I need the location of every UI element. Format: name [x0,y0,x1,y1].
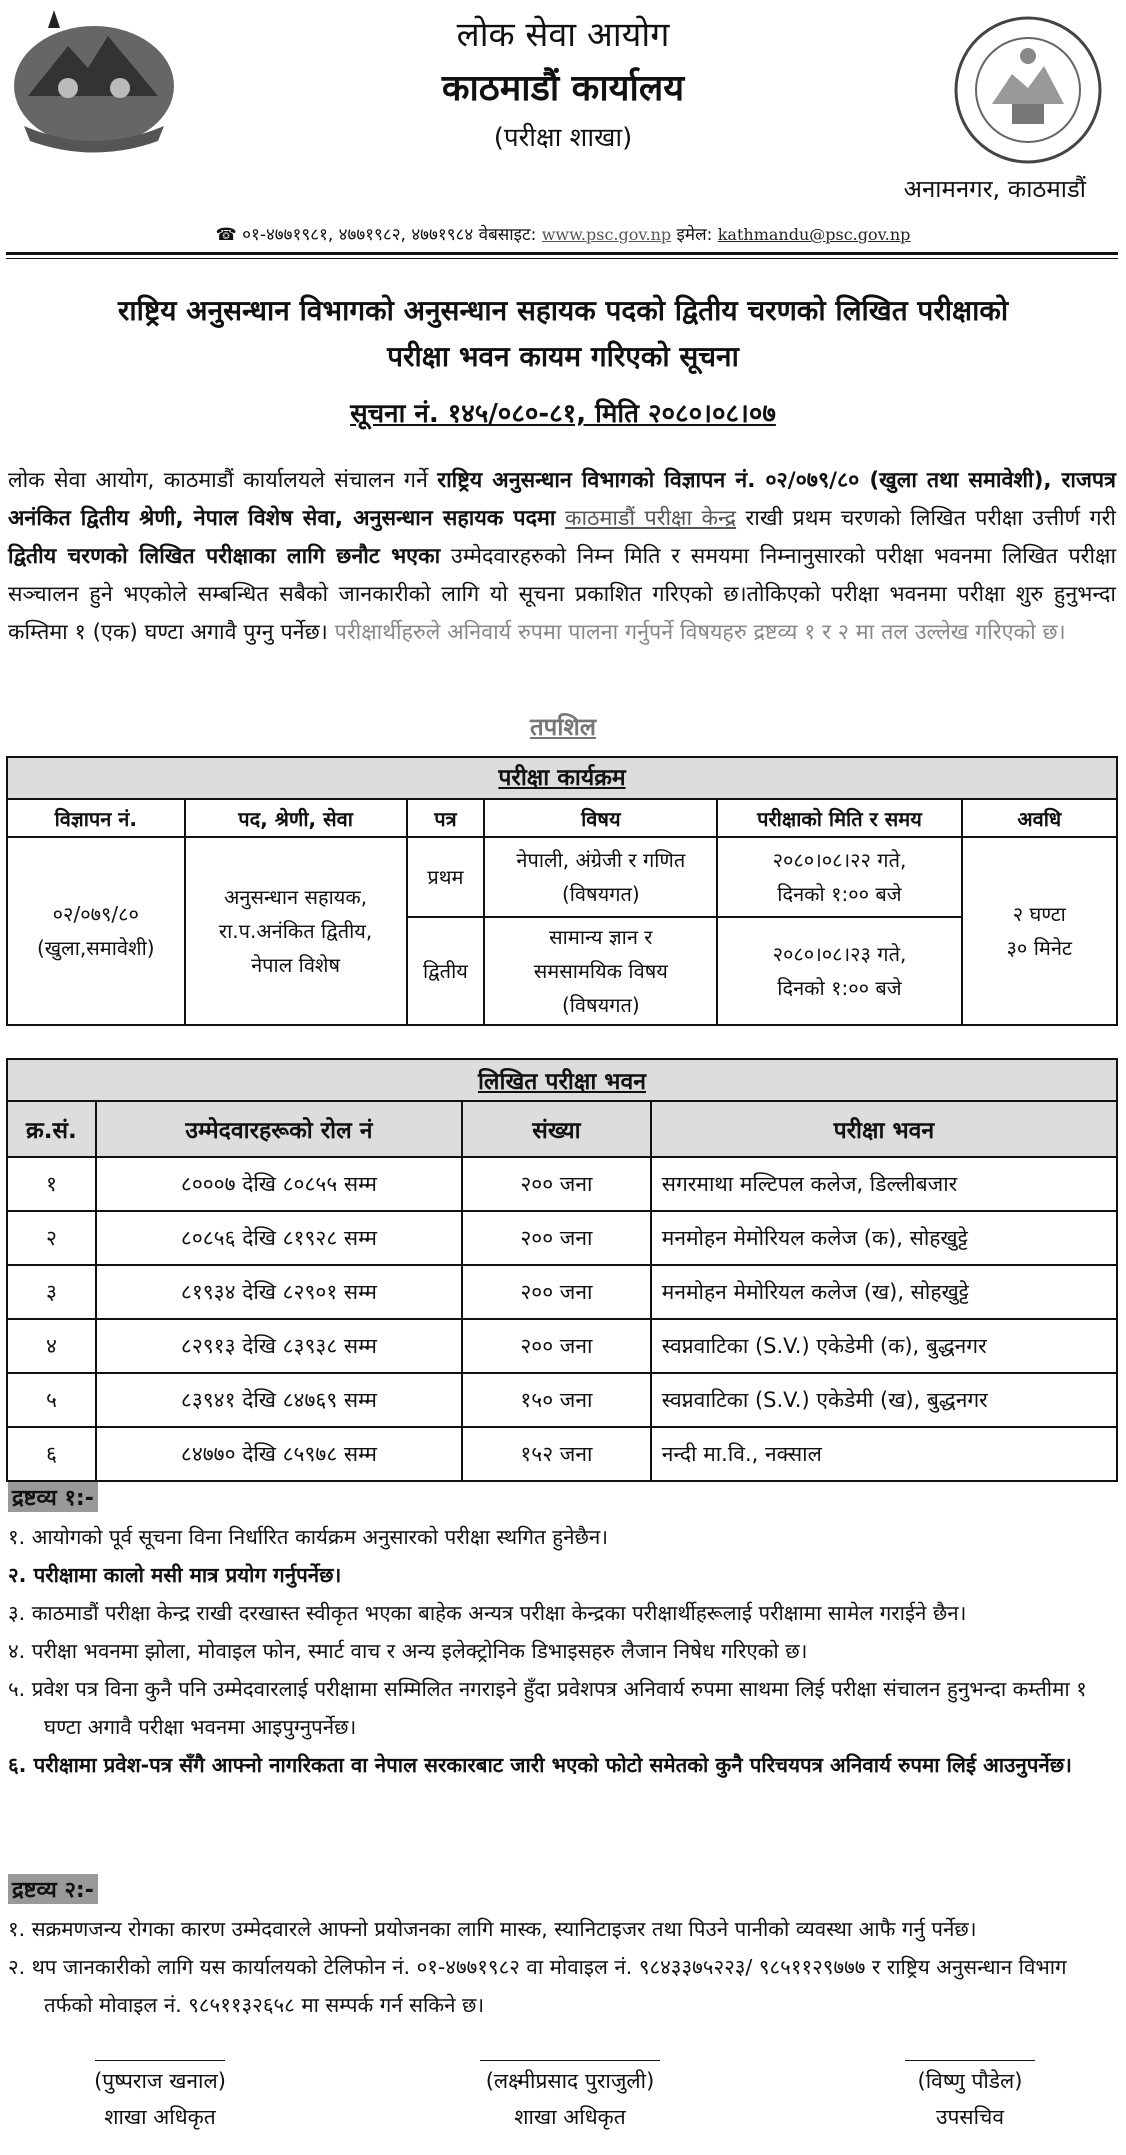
post-line: अनुसन्धान सहायक, [224,885,368,909]
signature-line [480,2060,660,2061]
row-roll: ८१९३४ देखि ८२९०१ सम्म [96,1265,462,1319]
list-item: १. सक्रमणजन्य रोगका कारण उम्मेदवारले आफ्नो प्रयोजनका लागि मास्क, स्यानिटाइजर तथा पिउने पानीको व्यवस्था आफै गर्नु पर्नेछ। [8,1917,977,1941]
signature-line [95,2060,225,2061]
phone-icon: ☎ [215,225,237,245]
post-line: नेपाल विशेष [251,953,341,977]
list-item: २. परीक्षामा कालो मसी मात्र प्रयोग गर्नुपर्नेछ। [8,1563,342,1587]
col-duration: अवधि [962,799,1117,837]
para-text-3: उम्मेदवारहरुको निम्न मिति र समयमा निम्नानुसारको परीक्षा भवनमा लिखित परीक्षा सञ्चालन हुने भएकोले सम्बन्धित सबैको जानकारीको लागि यो सूचना प्रकाशित गरिएको छ।तोकिएको परीक्षा भवनमा परीक्षा शुरु हुनुभन्दा कम्तिमा १ (एक) घण्टा अगावै पुग्नु पर्नेछ। [8,544,1117,645]
row-hall: मनमोहन मेमोरियल कलेज (क), सोहखुट्टे [651,1211,1117,1265]
row-sn: ५ [7,1373,96,1427]
signatory-title: उपसचिव [935,2105,1005,2129]
col-subject: विषय [484,799,717,837]
signature-block-3 [850,2060,1090,2131]
title-line-2: परीक्षा भवन कायम गरिएको सूचना [387,340,739,373]
col-roll: उम्मेदवारहरूको रोल नं [96,1101,462,1157]
subject-line: समसामयिक विषय [533,959,668,983]
row-hall: सगरमाथा मल्टिपल कलेज, डिल्लीबजार [651,1157,1117,1211]
paper-first: प्रथम [407,837,485,917]
table-row [7,1211,1117,1265]
col-sn: क्र.सं. [7,1101,96,1157]
ad-number-cell [7,837,185,1025]
list-item: ४. परीक्षा भवनमा झोला, मोवाइल फोन, स्मार्ट वाच र अन्य इलेक्ट्रोनिक डिभाइसहरु लैजान निषेध गरिएको छ। [8,1639,808,1663]
row-hall: स्वप्नवाटिका (S.V.) एकेडेमी (ख), बुद्धनगर [651,1373,1117,1427]
post-line: रा.प.अनंकित द्वितीय, [218,919,373,943]
signature-block-2 [440,2060,700,2131]
row-roll: ८२९१३ देखि ८३९३८ सम्म [96,1319,462,1373]
para-center: काठमाडौं परीक्षा केन्द्र [564,506,737,531]
note2-heading: द्रष्टव्य २:- [8,1874,98,1904]
notice-title [20,288,1106,380]
website-link[interactable]: www.psc.gov.np [541,225,672,244]
para-space [555,506,564,531]
signatory-name: (पुष्पराज खनाल) [94,2069,226,2093]
paper-second: द्वितीय [407,917,485,1025]
psc-seal-logo [952,14,1104,166]
para-text: लोक सेवा आयोग, काठमाडौं कार्यालयले संचालन गर्ने [8,468,438,493]
date-first [717,837,961,917]
org-name: लोक सेवा आयोग [456,15,670,55]
note1-list [8,1518,1116,1784]
details-heading: तपशिल [529,713,597,741]
col-ad-no: विज्ञापन नं. [7,799,185,837]
section-name: (परीक्षा शाखा) [493,123,633,153]
row-count: १५० जना [462,1373,651,1427]
subject-second [484,917,717,1025]
row-roll: ८३९४१ देखि ८४७६९ सम्म [96,1373,462,1427]
duration-cell [962,837,1117,1025]
email-link[interactable]: kathmandu@psc.gov.np [717,225,911,244]
row-roll: ८०८५६ देखि ८१९२८ सम्म [96,1211,462,1265]
header-rule-thin [6,258,1118,259]
ad-number: ०२/०७९/८० [52,902,139,926]
subject-line: (विषयगत) [561,993,640,1017]
signature-block-1 [40,2060,280,2131]
signatory-name: (लक्ष्मीप्रसाद पुराजुली) [485,2069,655,2093]
time-line: दिनको १:०० बजे [777,976,902,1000]
signatory-title: शाखा अधिकृत [514,2105,626,2129]
phone-numbers: ०१-४७७१९८१, ४७७१९८२, ४७७१९८४ वेबसाइट: [242,225,537,245]
list-item: २. थप जानकारीको लागि यस कार्यालयको टेलिफोन नं. ०१-४७७१९८२ वा मोवाइल नं. ९८४३३७५२२३/ ९८५११२९७७७ र राष्ट्रिय अनुसन्धान विभाग तर्फको मोवाइल नं. ९८५११३२६५८ मा सम्पर्क गर्न सकिने छ। [8,1955,1067,2017]
row-hall: स्वप्नवाटिका (S.V.) एकेडेमी (क), बुद्धनगर [651,1319,1117,1373]
date-line: २०८०।०८।२२ गते, [772,848,907,872]
time-line: दिनको १:०० बजे [777,882,902,906]
row-sn: ४ [7,1319,96,1373]
note2-list [8,1910,1116,2024]
row-sn: १ [7,1157,96,1211]
signature-line [905,2060,1035,2061]
table-row [7,1373,1117,1427]
row-roll: ८४७७० देखि ८५९७८ सम्म [96,1427,462,1481]
table-row [7,1157,1117,1211]
para-bold-selected: द्वितीय चरणको लिखित परीक्षाका लागि छनौट भएका [8,544,441,569]
schedule-band: परीक्षा कार्यक्रम [7,757,1117,799]
row-sn: ६ [7,1427,96,1481]
list-item: ३. काठमाडौं परीक्षा केन्द्र राखी दरखास्त स्वीकृत भएका बाहेक अन्यत्र परीक्षा केन्द्रका परीक्षार्थीहरूलाई परीक्षामा सामेल गराईने छैन। [8,1601,967,1625]
list-item: १. आयोगको पूर्व सूचना विना निर्धारित कार्यक्रम अनुसारको परीक्षा स्थगित हुनेछैन। [8,1525,608,1549]
row-roll: ८०००७ देखि ८०८५५ सम्म [96,1157,462,1211]
para-bold-ad: राष्ट्रिय अनुसन्धान विभागको विज्ञापन नं. ०२/०७९/८० (खुला तथा समावेशी), राजपत्र अनंकित द्वितीय श्रेणी, नेपाल विशेष सेवा, अनुसन्धान सहायक पदमा [8,468,1116,531]
duration-minutes: ३० मिनेट [1006,936,1073,960]
row-hall: नन्दी मा.वि., नक्साल [651,1427,1117,1481]
col-count: संख्या [462,1101,651,1157]
hall-band: लिखित परीक्षा भवन [7,1059,1117,1101]
table-row [7,1319,1117,1373]
ad-type: (खुला,समावेशी) [36,936,155,960]
notice-number: सूचना नं. १४५/०८०-८१, मिति २०८०।०८।०७ [350,399,776,429]
table-row [7,1427,1117,1481]
row-sn: २ [7,1211,96,1265]
list-item: ६. परीक्षामा प्रवेश-पत्र सँगै आफ्नो नागरिकता वा नेपाल सरकारबाट जारी भएको फोटो समेतको कुनै परिचयपत्र अनिवार्य रुपमा लिई आउनुपर्नेछ। [8,1753,1072,1777]
para-note: परीक्षार्थीहरुले अनिवार्य रुपमा पालना गर्नुपर्ने विषयहरु द्रष्टव्य १ र २ मा तल उल्लेख गरिएको छ। [327,620,1066,645]
notice-paragraph [8,462,1116,652]
col-paper: पत्र [407,799,485,837]
subject-line: नेपाली, अंग्रेजी र गणित [516,848,686,872]
para-text-2: राखी प्रथम चरणको लिखित परीक्षा उत्तीर्ण गरी [736,506,1116,531]
row-count: २०० जना [462,1211,651,1265]
row-count: २०० जना [462,1157,651,1211]
office-name: काठमाडौं कार्यालय [441,68,685,109]
subject-line: सामान्य ज्ञान र [549,925,653,949]
col-hall: परीक्षा भवन [651,1101,1117,1157]
exam-schedule-table [6,756,1118,1026]
title-line-1: राष्ट्रिय अनुसन्धान विभागको अनुसन्धान सहायक पदको द्वितीय चरणको लिखित परीक्षाको [117,294,1009,327]
table-row [7,1265,1117,1319]
row-count: १५२ जना [462,1427,651,1481]
col-post: पद, श्रेणी, सेवा [185,799,407,837]
subject-first [484,837,717,917]
signatory-title: शाखा अधिकृत [104,2105,216,2129]
duration-hours: २ घण्टा [1012,902,1066,926]
date-second [717,917,961,1025]
row-hall: मनमोहन मेमोरियल कलेज (ख), सोहखुट्टे [651,1265,1117,1319]
row-count: २०० जना [462,1319,651,1373]
subject-line: (विषयगत) [561,882,640,906]
email-label: इमेल: [671,225,713,245]
header-rule [6,252,1118,255]
col-datetime: परीक्षाको मिति र समय [717,799,961,837]
post-cell [185,837,407,1025]
office-address: अनामनगर, काठमाडौं [903,175,1086,203]
contact-line [0,222,1126,245]
note1-heading: द्रष्टव्य १:- [8,1482,98,1512]
signatory-name: (विष्णु पौडेल) [917,2069,1023,2093]
exam-hall-table [6,1058,1118,1482]
row-sn: ३ [7,1265,96,1319]
row-count: २०० जना [462,1265,651,1319]
date-line: २०८०।०८।२३ गते, [772,942,907,966]
list-item: ५. प्रवेश पत्र विना कुनै पनि उम्मेदवारलाई परीक्षामा सम्मिलित नगराइने हुँदा प्रवेशपत्र अनिवार्य रुपमा साथमा लिई परीक्षा संचालन हुनुभन्दा कम्तीमा १ घण्टा अगावै परीक्षा भवनमा आइपुग्नुपर्नेछ। [8,1677,1087,1739]
